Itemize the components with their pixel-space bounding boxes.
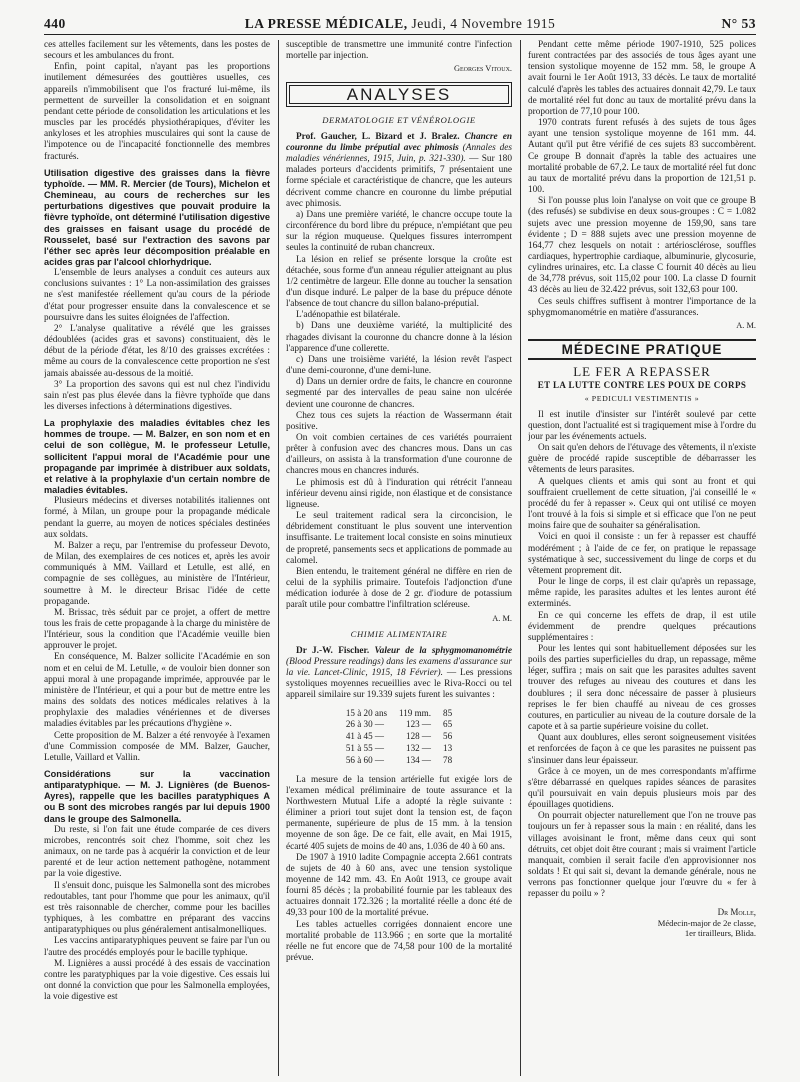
pressure-cell: 128 — xyxy=(406,731,432,742)
report-vaccination-antiparatyphique: Considérations sur la vaccination antiparatyphique. — M. J. Lignières (de Buenos-Ayres), rappelle que les bacilles paratyphiques A ou B sont des microbes rangés par lui depuis 1900 dans le groupe des Salmonella. xyxy=(44,769,270,824)
paragraph: Plusieurs médecins et diverses notabilités italiennes ont formé, à Milan, un groupe pour la propagande médicale pendant la guerre, au moyen de notices spéciales destinées aux soldats. xyxy=(44,496,270,540)
paragraph: En ce qui concerne les effets de drap, il est utile évidemment de prendre quelques précautions supplémentaires : xyxy=(528,610,756,643)
paragraph: En conséquence, M. Balzer sollicite l'Académie en son nom et en celui de M. Letulle, « de vouloir bien donner son appui moral à une propagande imprimée, approuvée par le ministère de l'Intérieur, et qui a pour but de mettre entre les mains des soldats des notices médicales relatives à la prophylaxie des maladies vénériennes et de diverses maladies évitables par les précautions d'hygiène ». xyxy=(44,652,270,730)
age-cell: 15 à 20 ans xyxy=(345,707,388,718)
issue-number: N° 53 xyxy=(721,16,756,31)
paragraph: On pourrait objecter naturellement que l'on ne trouve pas toujours un fer à repasser sous la main : en réalité, dans les villages avoisinant le front, même dans ceux qui sont détruits, cet objet doit être courant ; mais si vraiment l'article manquait, combien il serait facile d'en approvisionner nos soldats ! Et qui sait si, devant la demande générale, nous ne verrons pas fonctionner quelque jour l'œuvre du « fer à repasser du poilu » ? xyxy=(528,811,756,900)
page-header xyxy=(44,14,756,35)
age-cell: 26 à 30 — xyxy=(345,719,384,730)
table-row xyxy=(340,708,458,720)
abstract-authors: Dr J.-W. Fischer. xyxy=(296,645,370,656)
paragraph: Les tables actuelles corrigées donnaient encore une mortalité probable de 113.966 ; en sorte que la mortalité réelle ne fut encore que de 74,58 pour 100 de la mortalité prévue. xyxy=(286,919,512,964)
paragraph: Pendant cette même période 1907-1910, 525 polices furent contractées par des associés de tous âges ayant une tension systolique moyenne de 152 mm. 58, le groupe A avait fourni le 1er Août 1913, 33 décès. Le taux de mortalité calculé d'après les tables des actuaires donnait 42,79. Le taux de mortalité réel fut donc au taux de mortalité prévu dans la proportion de 77,10 pour 100. xyxy=(528,40,756,117)
section-heading: DERMATOLOGIE ET VÉNÉROLOGIE xyxy=(322,114,476,125)
journal-title-line xyxy=(44,16,756,32)
abstract-source: (Blood Pressure readings) dans les examens d'assurance sur la vie. Lancet-Clinic, 1915, 18 Février). xyxy=(286,656,512,679)
paragraph: Le phimosis est dû à l'induration qui rétrécit l'anneau inférieur devenu ainsi rigide, non élastique et de consistance ligneuse. xyxy=(286,477,512,510)
author-signature: A. M. xyxy=(736,320,756,330)
abstract-intro: — Les pressions systoliques moyennes recueillies avec le Riva-Rocci ou tel appareil similaire sur 19.339 sujets furent les suivantes : xyxy=(286,668,512,701)
paragraph: ces attelles facilement sur les vêtements, dans les postes de secours et les ambulances du front. xyxy=(44,40,270,62)
paragraph: susceptible de transmettre une immunité contre l'infection mortelle par injection. xyxy=(286,40,512,62)
paragraph: 1970 contrats furent refusés à des sujets de tous âges ayant une tension systolique moyenne de 161 mm. 44. Autant qu'il put être vérifié de ces sujets 83 succombèrent. Ce groupe B donnait d'après la table des actuaires une mortalité probable de 67,2. Le taux de mortalité réel fut donc au taux de mortalité prévu dans la proportion de 121,51 p. 100. xyxy=(528,118,756,196)
paragraph: L'adénopathie est bilatérale. xyxy=(296,310,401,321)
author-rank: Médecin-major de 2e classe, xyxy=(657,917,756,928)
journal-name: LA PRESSE MÉDICALE, xyxy=(244,16,408,31)
report-prophylaxie: La prophylaxie des maladies évitables chez les hommes de troupe. — M. Balzer, en son nom et en celui de son collègue, M. le professeur Letulle, sollicitent l'appui moral de l'Académie pour une propagande par imprimée à distribuer aux soldats, et relative à la prophylaxie d'un certain nombre de maladies évitables. xyxy=(44,418,270,496)
table-row xyxy=(340,719,458,731)
abstract-title: Valeur de la sphygmomanométrie xyxy=(369,645,512,656)
pressure-cell: 119 mm. xyxy=(399,707,432,718)
paragraph: Pour les lentes qui sont habituellement déposées sur les poils des parties superficielles du drap, un repassage, même léger, suffira ; mais on sait que les parasites adultes savent trouver des refuges au niveau des coutures et dans les doublures ; il sera donc nécessaire de passer à plusieurs reprises le fer bien chauffé au niveau de ces grosses coutures, en particulier au niveau de la couture dorsale de la capote et à sa partie supérieure voisine du collet. xyxy=(528,643,756,733)
paragraph: Ces seuls chiffres suffisent à montrer l'importance de la sphygmomanométrie en matière d'assurances. xyxy=(528,296,756,318)
paragraph: Voici en quoi il consiste : un fer à repasser est chauffé modérément ; à l'aide de ce fer, on pratique le repassage systématique à sec, successivement du linge de corps et du vêtement proprement dit. xyxy=(528,532,756,576)
author-signature: Georges Vitoux. xyxy=(453,64,512,74)
table-row xyxy=(340,755,458,767)
paragraph: M. Lignières a aussi procédé à des essais de vaccination contre les paratyphiques par la voie digestive. Ces essais lui ont donné la conviction que pour les Salmonella employées, la voie digestive est xyxy=(44,958,270,1003)
paragraph: Le seul traitement radical sera la circoncision, le débridement constituant le plus souvent une intervention insuffisante. Le traitement local consiste en soins minutieux de propreté, pansements secs et applications de pommade au calomel. xyxy=(286,511,512,566)
paragraph: De 1907 à 1910 ladite Compagnie accepta 2.661 contrats de sujets de 40 à 60 ans, avec une tension systolique moyenne de 142 mm. 43. En Août 1913, ce groupe avait fourni 85 décès ; la probabilité fournie par les tableaux des actuaires donnait 172.326 ; la mortalité réelle a donc été de 49,33 pour 100 de la mortalité prévue. xyxy=(286,852,512,919)
paragraph: c) Dans une troisième variété, la lésion revêt l'aspect d'une demi-couronne, d'une demi-lune. xyxy=(286,354,512,377)
article-title: LE FER A REPASSER xyxy=(573,364,711,380)
column-middle xyxy=(286,40,512,1076)
abstract-intro: — Sur 180 malades porteurs d'accidents primitifs, 7 présentaient une forme spéciale et caractéristique de chancre, que les auteurs décrivent comme chancre en couronne du limbe préputial avec phimosis. xyxy=(286,154,512,209)
paragraph: Du reste, si l'on fait une étude comparée de ces divers microbes, rencontrés soit chez l'homme, soit chez les animaux, on ne tarde pas à acquérir la conviction et de leur parenté et de leur action nettement pathogène, notamment par la voie digestive. xyxy=(44,824,270,880)
decimal-cell: 65 xyxy=(443,719,453,730)
paragraph: Enfin, point capital, n'ayant pas les proportions inutilement démesurées des gouttières usuelles, ces appareils n'immobilisent que l'os fracturé lui-même, ils permettent de surveiller la consolidation et en soignant pendant cette période de consolidation les articulations et les muscles par les procédés physiothérapiques, d'éviter les ankyloses et les atrophies musculaires qui sont la cause de l'impotence ou de l'incapacité fonctionnelle des membres fracturés. xyxy=(44,62,270,162)
section-heading: CHIMIE ALIMENTAIRE xyxy=(350,628,448,639)
age-cell: 41 à 45 — xyxy=(345,731,384,742)
decimal-cell: 13 xyxy=(443,742,453,753)
paragraph: On voit combien certaines de ces variétés pourraient prêter à confusion avec des chancres mous. Dans un cas d'ailleurs, on assista à la transformation d'une couronne de chancres mous en chancres indurés. xyxy=(286,433,512,477)
paragraph: A quelques clients et amis qui sont au front et qui souffraient cruellement de cette situation, j'ai conseillé le « procédé du fer à repasser ». Ceux qui ont utilisé ce moyen l'ont trouvé à la fois si simple et si efficace que l'on ne peut moins faire que de souhaiter sa généralisation. xyxy=(528,476,756,532)
paragraph: b) Dans une deuxième variété, la multiplicité des rhagades divisant la couronne du chancre donne à la lésion l'apparence d'une collerette. xyxy=(286,321,512,354)
decimal-cell: 85 xyxy=(443,707,453,718)
paragraph: L'ensemble de leurs analyses a conduit ces auteurs aux conclusions suivantes : 1° La non-assimilation des graisses ne s'est manifestée réellement qu'au cours de la période d'état pour progresser ensuite dans la convalescence et se poursuivre dans les suites éloignées de l'affection. xyxy=(44,268,270,323)
article-subtitle: ET LA LUTTE CONTRE LES POUX DE CORPS xyxy=(537,380,747,391)
paragraph: On sait qu'en dehors de l'étuvage des vêtements, il n'existe guère de procédé rapide susceptible de débarrasser les vêtements de leurs parasites. xyxy=(528,443,756,476)
paragraph: La mesure de la tension artérielle fut exigée lors de l'examen médical préliminaire de toute assurance et la Northwestern Mutual Life a adopté la règle suivante : éliminer a priori tout sujet dont la tension est, de façon permanente, supérieure de plus de 15 mm. à la tension moyenne de son âge. De ce fait, elle avait, en Mai 1915, écarté 405 sujets de moins de 40 ans, 1.036 de 40 à 60 ans. xyxy=(286,774,512,852)
paragraph: M. Balzer a reçu, par l'entremise du professeur Devoto, de Milan, des exemplaires de ces notices et, après les avoir communiqués à MM. Vaillard et Letulle, est allé, en compagnie de ses collègues, au ministère de l'Intérieur, soumettre à M. le directeur Brisac l'idée de cette propagande. xyxy=(44,540,270,607)
table-row xyxy=(340,731,458,743)
paragraph: 2° L'analyse qualitative a révélé que les graisses dédoublées (acides gras et savons) constituaient, dès le début de la période d'état, les 8/10 des graisses excrétées : même au cours de la convalescence cette proportion ne s'est jamais abaissée au-dessous de la moitié. xyxy=(44,323,270,379)
paragraph: M. Brissac, très séduit par ce projet, a offert de mettre tous les frais de cette propagande à la charge du ministère de l'Intérieur, sous la condition que l'Académie veuille bien approuver le projet. xyxy=(44,607,270,652)
age-cell: 56 à 60 — xyxy=(345,754,384,765)
paragraph: Quant aux doublures, elles seront soigneusement visitées et renforcées de façon à ce que les parasites ne puissent pas s'insinuer dans leur épaisseur. xyxy=(528,733,756,766)
pressure-table xyxy=(340,708,458,767)
author-unit: 1er tirailleurs, Blida. xyxy=(684,928,756,939)
abstract-source: (Annales des maladies vénériennes, 1915, Juin, p. 321-330). xyxy=(286,142,512,165)
paragraph: 3° La proportion des savons qui est nul chez l'individu sain n'est pas plus élevée dans la fièvre typhoïde que dans les diverses infections à déterminations digestives. xyxy=(44,379,270,412)
paragraph: Chez tous ces sujets la réaction de Wassermann était positive. xyxy=(286,410,512,432)
section-banner-analyses: ANALYSES xyxy=(286,82,512,106)
column-right xyxy=(528,40,756,1076)
paragraph: Pour le linge de corps, il est clair qu'après un repassage, même rapide, les parasites adultes et les lentes auront été exterminés. xyxy=(528,577,756,610)
age-cell: 51 à 55 — xyxy=(345,742,384,753)
author-signature: A. M. xyxy=(492,613,512,623)
page-number: 440 xyxy=(44,16,66,31)
paragraph: Cette proposition de M. Balzer a été renvoyée à l'examen d'une Commission composée de MM. Balzer, Gaucher, Letulle, Vaillard et Vallin. xyxy=(44,730,270,763)
abstract-authors: Prof. Gaucher, L. Bizard et J. Bralez. xyxy=(296,131,460,142)
column-left xyxy=(44,40,270,1076)
report-graisses-typhoide: Utilisation digestive des graisses dans la fièvre typhoïde. — MM. R. Mercier (de Tours), Michelon et Chemineau, au cours de recherches sur les perturbations digestives que pouvait produire la fièvre typhoïde, ont déterminé l'utilisation digestive des graisses en faisant usage du procédé de Rousselet, basé sur l'extraction des savons par l'éther sec après leur décomposition préalable en acides gras par l'alcool chlorhydrique. xyxy=(44,167,270,267)
paragraph: Il est inutile d'insister sur l'intérêt soulevé par cette question, dont l'actualité est si tragiquement mise à l'ordre du jour par les événements actuels. xyxy=(528,409,756,442)
paragraph: Il s'ensuit donc, puisque les Salmonella sont des microbes redoutables, tant pour l'homme que pour les animaux, qu'il est très raisonnable de chercher, comme pour les bacilles typhiques, à les combattre en préparant des vaccins antiparatyphiques ou plus généralement antisalmonelliques. xyxy=(44,880,270,936)
abstract-title: Chancre en couronne du limbe préputial avec phimosis xyxy=(286,131,512,153)
abstract-lead xyxy=(286,646,512,702)
pressure-cell: 132 — xyxy=(406,742,432,753)
paragraph: d) Dans un dernier ordre de faits, le chancre en couronne segmenté par des intervalles de peau saine non ulcérée devient une couronne de chancres. xyxy=(286,377,512,410)
pressure-cell: 134 — xyxy=(406,754,432,765)
paragraph: a) Dans une première variété, le chancre occupe toute la circonférence du bord libre du prépuce, n'empiétant que peu sur la région muqueuse. Quelques fissures interrompent seules la continuité de ruban chancreux. xyxy=(286,209,512,254)
section-banner-medecine-pratique: MÉDECINE PRATIQUE xyxy=(528,339,756,360)
decimal-cell: 78 xyxy=(443,754,453,765)
paragraph: Bien entendu, le traitement général ne diffère en rien de celui de la syphilis primaire. Toutefois l'adjonction d'une médication iodurée à dose de 2 gr. d'iodure de potassium paraît utile pour combattre l'infiltration scléreuse. xyxy=(286,566,512,611)
paragraph: La lésion en relief se présente lorsque la croûte est détachée, sous forme d'un anneau régulier atteignant au plus 1/2 centimètre de largeur. Elle donne au toucher la sensation d'un disque induré. Le palper de la base du prépuce dénote l'absence de tout chancre du sillon balano-préputial. xyxy=(286,254,512,310)
decimal-cell: 56 xyxy=(443,731,453,742)
issue-date: Jeudi, 4 Novembre 1915 xyxy=(407,16,556,31)
paragraph: Si l'on pousse plus loin l'analyse on voit que ce groupe B (des refusés) se subdivise en deux sous-groupes : C = 1.082 sujets avec une pression moyenne de 159,90, sans tare évidente ; D = 888 sujets avec une pression moyenne de 164,77 chez lesquels on notait : artériosclérose, souffles cardiaques, hypertrophie cardiaque, albuminurie, glycosurie, cylindres urinaires, etc. La classe C fournit 40 décès au lieu de 34,778 prévus, soit 115,02 pour 100. La classe D fournit 43 décès au lieu de 32.422 prévus, soit 132,63 pour 100. xyxy=(528,196,756,296)
paragraph: Grâce à ce moyen, un de mes correspondants m'affirme s'être débarrassé en quelques rapides séances de parasites qu'il poursuivait en vain depuis plusieurs mois par des épouillages quotidiens. xyxy=(528,766,756,811)
column-rule xyxy=(278,40,279,1076)
article-latin-subtitle: « PEDICULI VESTIMENTIS » xyxy=(584,393,700,403)
abstract-lead xyxy=(286,132,512,210)
paragraph: Les vaccins antiparatyphiques peuvent se faire par l'un ou l'autre des procédés employés pour le bacille typhique. xyxy=(44,936,270,958)
column-rule xyxy=(520,40,521,1076)
author-name: Dr Molle, xyxy=(717,906,756,917)
table-row xyxy=(340,743,458,755)
pressure-cell: 123 — xyxy=(406,719,432,730)
